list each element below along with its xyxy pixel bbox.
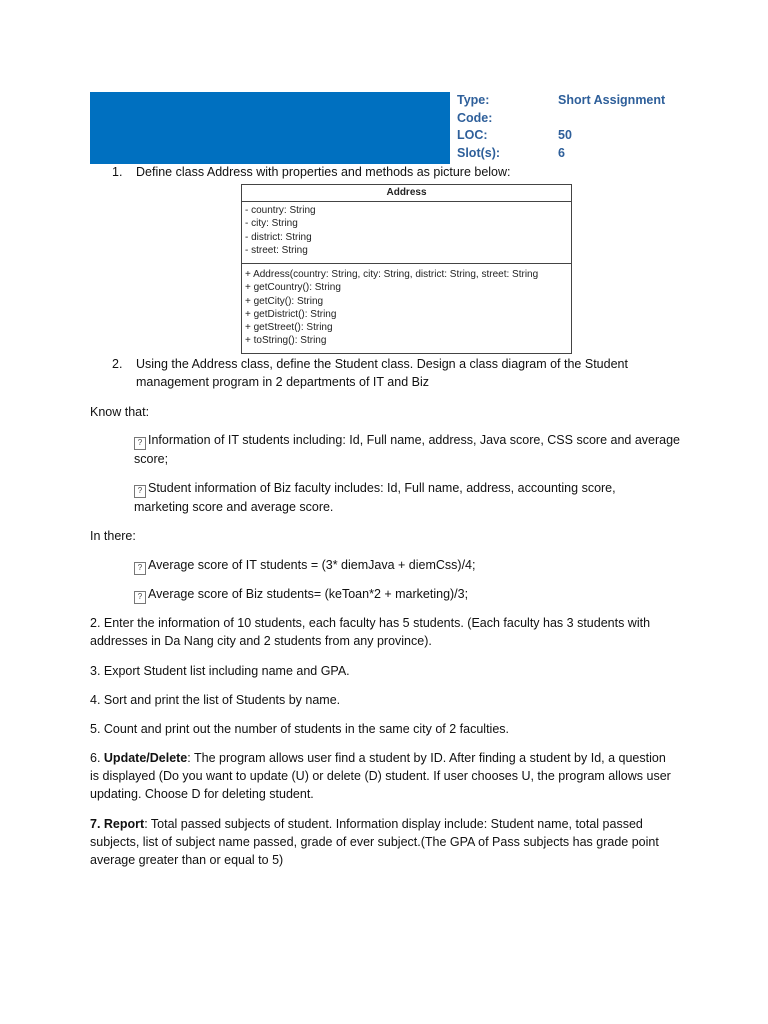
meta-slot-value: 6 bbox=[558, 145, 565, 160]
meta-code-label: Code: bbox=[457, 110, 493, 125]
biz-average-formula bbox=[90, 585, 690, 604]
missing-glyph-box-icon: ? bbox=[134, 485, 146, 498]
task-3: 3. Export Student list including name and GPA. bbox=[90, 664, 350, 678]
biz-info-line-1: Student information of Biz faculty includes: Id, Full name, address, accounting score, bbox=[148, 481, 616, 495]
task-2-line-1: 2. Enter the information of 10 students, each faculty has 5 students. (Each faculty has 3 students with bbox=[90, 616, 651, 630]
item-1-text: Define class Address with properties and methods as picture below: bbox=[136, 165, 511, 179]
task-5: 5. Count and print out the number of students in the same city of 2 faculties. bbox=[90, 722, 509, 736]
meta-loc-row bbox=[457, 127, 707, 145]
task-7-line-3: average greater than or equal to 5) bbox=[90, 853, 284, 867]
address-class-diagram bbox=[241, 184, 572, 354]
task-6 bbox=[90, 749, 690, 803]
biz-info-line-2: marketing score and average score. bbox=[134, 500, 334, 514]
uml-method: + Address(country: String, city: String, district: String, street: String bbox=[245, 269, 539, 280]
uml-method: + toString(): String bbox=[245, 335, 327, 347]
item-1-number: 1. bbox=[112, 165, 123, 179]
missing-glyph-box-icon: ? bbox=[134, 437, 146, 450]
meta-type-label: Type: bbox=[457, 93, 490, 107]
it-average-text: Average score of IT students = (3* diemJava + diemCss)/4; bbox=[148, 558, 476, 572]
uml-method: + getStreet(): String bbox=[245, 322, 333, 334]
task-7 bbox=[90, 815, 690, 869]
task-2 bbox=[90, 614, 690, 650]
it-info-bullet bbox=[90, 431, 690, 469]
meta-type-value: Short Assignment bbox=[558, 93, 666, 107]
task-6-heading: Update/Delete bbox=[103, 751, 188, 765]
in-there-label: In there: bbox=[90, 529, 136, 543]
task-2-line-2: addresses in Da Nang city and 2 students from any province). bbox=[90, 634, 432, 648]
item-2 bbox=[90, 355, 690, 391]
uml-method: + getDistrict(): String bbox=[245, 308, 337, 320]
biz-average-text: Average score of Biz students= (keToan*2 + marketing)/3; bbox=[148, 587, 469, 601]
uml-attribute: - country: String bbox=[245, 205, 316, 216]
meta-code-row bbox=[457, 110, 707, 128]
uml-attribute: - city: String bbox=[245, 218, 298, 230]
biz-info-bullet bbox=[90, 479, 690, 517]
task-6-prefix: 6. bbox=[90, 751, 104, 765]
uml-attributes bbox=[242, 202, 571, 264]
meta-slot-row bbox=[457, 145, 707, 163]
meta-loc-label: LOC: bbox=[457, 128, 488, 142]
uml-methods bbox=[242, 264, 571, 348]
task-6-line-3: updating. Choose D for deleting student. bbox=[90, 787, 314, 801]
uml-class-name: Address bbox=[242, 185, 571, 202]
know-that-label: Know that: bbox=[90, 405, 150, 419]
task-7-heading: 7. Report bbox=[90, 817, 145, 831]
uml-attribute: - district: String bbox=[245, 231, 312, 243]
assignment-meta bbox=[457, 92, 707, 162]
item-2-line-1: Using the Address class, define the Student class. Design a class diagram of the Student bbox=[136, 357, 628, 371]
meta-loc-value: 50 bbox=[558, 128, 572, 142]
uml-method: + getCity(): String bbox=[245, 295, 324, 307]
item-2-number: 2. bbox=[112, 357, 123, 371]
it-average-formula bbox=[90, 556, 690, 575]
it-info-line-2: score; bbox=[134, 452, 169, 466]
uml-attribute: - street: String bbox=[245, 244, 308, 256]
meta-slot-label: Slot(s): bbox=[457, 145, 501, 160]
task-6-line-2: is displayed (Do you want to update (U) or delete (D) student. If user chooses U, the program allows user bbox=[90, 769, 671, 783]
missing-glyph-box-icon: ? bbox=[134, 591, 146, 604]
item-1 bbox=[90, 163, 690, 181]
missing-glyph-box-icon: ? bbox=[134, 562, 146, 575]
item-2-line-2: management program in 2 departments of IT and Biz bbox=[136, 375, 429, 389]
task-7-line-2: subjects, list of subject name passed, grade of ever subject.(The GPA of Pass subjects has grade point bbox=[90, 835, 659, 849]
task-7-line-1: : Total passed subjects of student. Information display include: Student name, total passed bbox=[144, 817, 643, 831]
it-info-line-1: Information of IT students including: Id, Full name, address, Java score, CSS score and average bbox=[148, 433, 680, 447]
header-color-block bbox=[90, 92, 450, 164]
task-6-line-1: : The program allows user find a student by ID. After finding a student by Id, a question bbox=[187, 751, 666, 765]
uml-method: + getCountry(): String bbox=[245, 282, 341, 294]
task-4: 4. Sort and print the list of Students by name. bbox=[90, 693, 341, 707]
meta-type-row bbox=[457, 92, 707, 110]
meta-code-value bbox=[558, 110, 707, 128]
